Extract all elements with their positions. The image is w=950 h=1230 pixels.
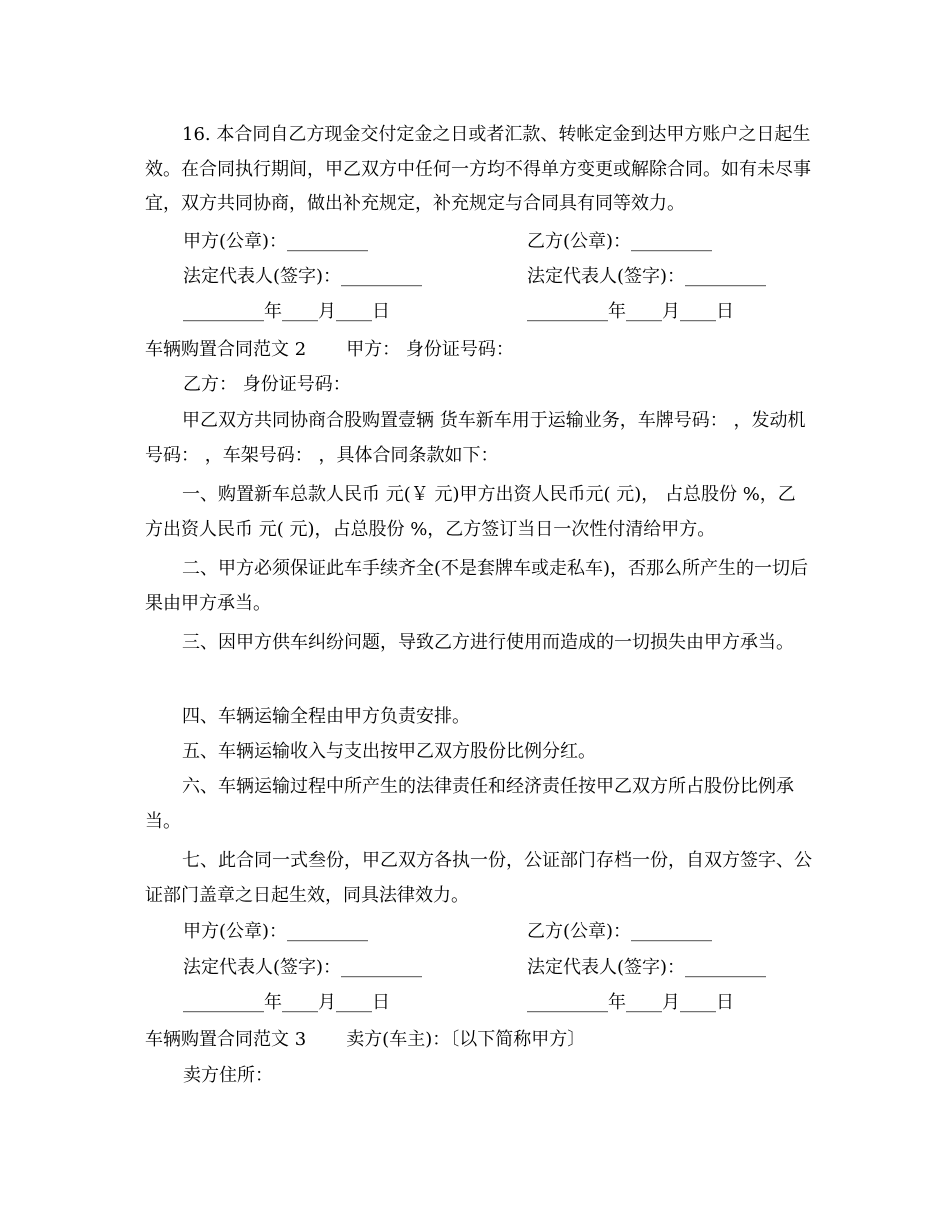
- sig1-party-b-seal: 乙方(公章)：_________: [527, 231, 713, 252]
- sig2-party-b-rep: 法定代表人(签字)：_________: [527, 957, 767, 978]
- contract-2-clause-2: 二、甲方必须保证此车手续齐全(不是套牌车或走私车)，否那么所产生的一切后果由甲方承当。: [145, 558, 809, 614]
- sig2-party-b-seal: 乙方(公章)：_________: [527, 921, 713, 942]
- contract-2-clause-5: 五、车辆运输收入与支出按甲乙双方股份比例分红。: [182, 741, 596, 762]
- contract-2-heading: 车辆购置合同范文 2: [145, 339, 307, 360]
- sig1-party-a-date: _________年____月____日: [183, 301, 390, 322]
- contract-3-heading: 车辆购置合同范文 3: [145, 1029, 307, 1050]
- sig2-party-a-date: _________年____月____日: [183, 992, 390, 1013]
- contract-2-clause-3: 三、因甲方供车纠纷问题，导致乙方进行使用而造成的一切损失由甲方承当。: [182, 632, 794, 653]
- contract-3-seller-address: 卖方住所：: [183, 1065, 273, 1086]
- contract-2-intro: 甲乙双方共同协商合股购置壹辆 货车新车用于运输业务，车牌号码： ，发动机号码： ，车架号码： ，具体合同条款如下：: [145, 410, 806, 466]
- contract-2-clause-1: 一、购置新车总款人民币 元(￥ 元)甲方出资人民币元( 元)， 占总股份 %，乙方出资人民币 元( 元)，占总股份 %，乙方签订当日一次性付清给甲方。: [145, 484, 796, 540]
- contract-3-seller: 卖方(车主)：〔以下简称甲方〕: [346, 1029, 586, 1050]
- contract-2-clause-4: 四、车辆运输全程由甲方负责安排。: [182, 706, 470, 727]
- clause-16: 16. 本合同自乙方现金交付定金之日或者汇款、转帐定金到达甲方账户之日起生效。在合同执行期间，甲乙双方中任何一方均不得单方变更或解除合同。如有未尽事宜，双方共同协商，做出补充规定，补充规定与合同具有同等效力。: [145, 124, 811, 214]
- sig1-party-b-date: _________年____月____日: [527, 301, 734, 322]
- sig1-party-b-rep: 法定代表人(签字)：_________: [527, 266, 767, 287]
- sig2-party-a-rep: 法定代表人(签字)：_________: [183, 957, 423, 978]
- contract-2-party-a: 甲方： 身份证号码：: [346, 339, 514, 360]
- sig2-party-a-seal: 甲方(公章)：_________: [183, 921, 369, 942]
- sig1-party-a-rep: 法定代表人(签字)：_________: [183, 266, 423, 287]
- sig1-party-a-seal: 甲方(公章)：_________: [183, 231, 369, 252]
- contract-2-clause-6: 六、车辆运输过程中所产生的法律责任和经济责任按甲乙双方所占股份比例承当。: [145, 776, 794, 832]
- contract-2-heading-line: [145, 338, 514, 362]
- contract-2-party-b: 乙方： 身份证号码：: [183, 374, 351, 395]
- sig2-party-b-date: _________年____月____日: [527, 992, 734, 1013]
- contract-3-heading-line: [145, 1028, 585, 1052]
- contract-2-clause-7: 七、此合同一式叁份，甲乙双方各执一份，公证部门存档一份，自双方签字、公证部门盖章之日起生效，同具法律效力。: [145, 850, 812, 906]
